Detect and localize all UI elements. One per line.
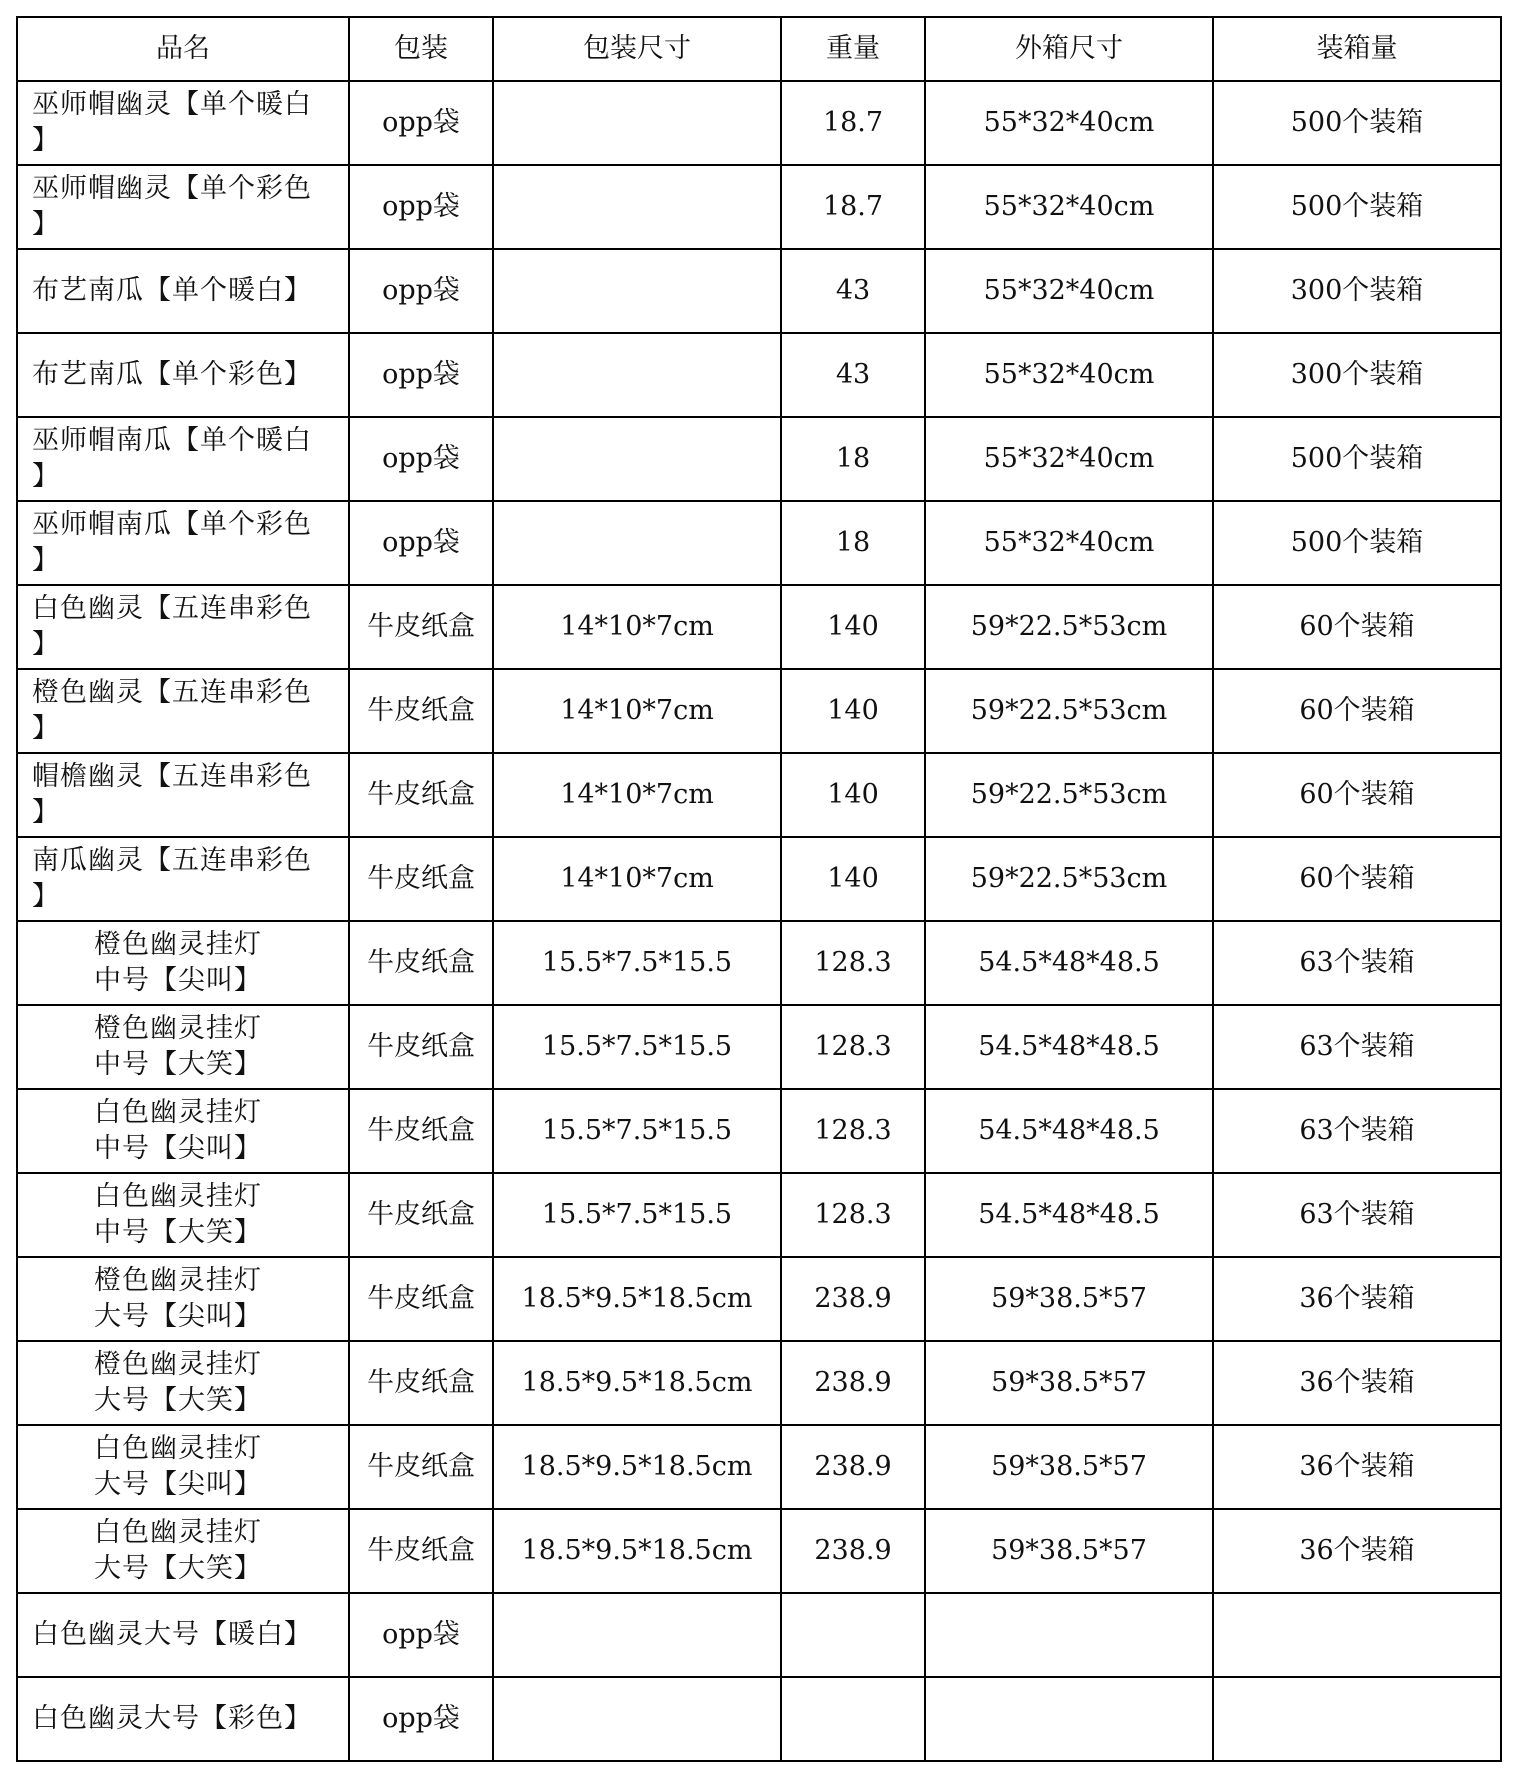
cell-package: 牛皮纸盒 xyxy=(349,1089,493,1173)
header-product-name: 品名 xyxy=(17,17,349,81)
cell-package: 牛皮纸盒 xyxy=(349,1341,493,1425)
product-name-line: 】 xyxy=(32,713,60,744)
cell-quantity: 36个装箱 xyxy=(1213,1509,1501,1593)
cell-package-size: 18.5*9.5*18.5cm xyxy=(493,1257,781,1341)
cell-carton-size: 55*32*40cm xyxy=(925,417,1213,501)
table-row xyxy=(17,81,1501,165)
cell-product-name xyxy=(17,1593,349,1677)
product-name-line: 巫师帽南瓜【单个暖白 xyxy=(32,425,312,456)
cell-weight: 238.9 xyxy=(781,1425,925,1509)
cell-package: 牛皮纸盒 xyxy=(349,837,493,921)
cell-quantity: 300个装箱 xyxy=(1213,249,1501,333)
cell-quantity: 500个装箱 xyxy=(1213,81,1501,165)
product-name-line: 大号【尖叫】 xyxy=(94,1469,262,1500)
cell-weight xyxy=(781,1677,925,1761)
product-name-line: 大号【大笑】 xyxy=(94,1553,262,1584)
table-row xyxy=(17,1425,1501,1509)
cell-product-name xyxy=(17,501,349,585)
product-name-line: 中号【尖叫】 xyxy=(94,965,262,996)
cell-package-size: 18.5*9.5*18.5cm xyxy=(493,1509,781,1593)
product-name xyxy=(32,423,340,495)
cell-product-name xyxy=(17,1425,349,1509)
cell-weight: 140 xyxy=(781,669,925,753)
cell-carton-size: 55*32*40cm xyxy=(925,81,1213,165)
product-name-line: 】 xyxy=(32,461,60,492)
cell-weight: 18.7 xyxy=(781,81,925,165)
product-name xyxy=(32,507,340,579)
product-name xyxy=(94,1095,340,1167)
cell-quantity: 63个装箱 xyxy=(1213,1005,1501,1089)
cell-quantity xyxy=(1213,1677,1501,1761)
product-name-line: 白色幽灵大号【暖白】 xyxy=(32,1619,312,1650)
product-name xyxy=(32,1701,340,1737)
cell-package-size xyxy=(493,501,781,585)
cell-carton-size: 59*22.5*53cm xyxy=(925,753,1213,837)
table-row xyxy=(17,1005,1501,1089)
cell-package-size: 14*10*7cm xyxy=(493,753,781,837)
table-row xyxy=(17,1593,1501,1677)
cell-package: 牛皮纸盒 xyxy=(349,921,493,1005)
cell-package: 牛皮纸盒 xyxy=(349,1173,493,1257)
cell-package-size: 15.5*7.5*15.5 xyxy=(493,921,781,1005)
product-name xyxy=(32,87,340,159)
table-row xyxy=(17,837,1501,921)
cell-package: opp袋 xyxy=(349,1677,493,1761)
cell-weight: 43 xyxy=(781,249,925,333)
cell-quantity: 500个装箱 xyxy=(1213,417,1501,501)
table-row xyxy=(17,249,1501,333)
product-name-line: 橙色幽灵挂灯 xyxy=(94,1265,262,1296)
header-row xyxy=(17,17,1501,81)
cell-product-name xyxy=(17,1005,349,1089)
cell-carton-size: 59*22.5*53cm xyxy=(925,669,1213,753)
cell-carton-size: 54.5*48*48.5 xyxy=(925,921,1213,1005)
cell-carton-size: 59*22.5*53cm xyxy=(925,837,1213,921)
cell-package: opp袋 xyxy=(349,249,493,333)
product-name xyxy=(94,1263,340,1335)
cell-carton-size: 55*32*40cm xyxy=(925,249,1213,333)
cell-carton-size: 59*38.5*57 xyxy=(925,1509,1213,1593)
cell-product-name xyxy=(17,753,349,837)
cell-carton-size: 55*32*40cm xyxy=(925,165,1213,249)
cell-package-size xyxy=(493,333,781,417)
cell-package-size xyxy=(493,1593,781,1677)
product-name-line: 橙色幽灵【五连串彩色 xyxy=(32,677,312,708)
cell-weight: 140 xyxy=(781,837,925,921)
table-row xyxy=(17,585,1501,669)
cell-quantity: 500个装箱 xyxy=(1213,501,1501,585)
cell-package: opp袋 xyxy=(349,1593,493,1677)
cell-package-size: 18.5*9.5*18.5cm xyxy=(493,1341,781,1425)
cell-weight: 18 xyxy=(781,501,925,585)
cell-product-name xyxy=(17,1677,349,1761)
cell-quantity: 60个装箱 xyxy=(1213,753,1501,837)
cell-carton-size: 54.5*48*48.5 xyxy=(925,1173,1213,1257)
cell-package-size xyxy=(493,81,781,165)
product-name-line: 巫师帽南瓜【单个彩色 xyxy=(32,509,312,540)
cell-carton-size: 55*32*40cm xyxy=(925,501,1213,585)
cell-product-name xyxy=(17,1257,349,1341)
product-name xyxy=(94,1431,340,1503)
header-package: 包装 xyxy=(349,17,493,81)
cell-product-name xyxy=(17,333,349,417)
cell-product-name xyxy=(17,1509,349,1593)
cell-quantity: 63个装箱 xyxy=(1213,1173,1501,1257)
table-row xyxy=(17,753,1501,837)
product-name xyxy=(32,273,340,309)
product-name-line: 橙色幽灵挂灯 xyxy=(94,1349,262,1380)
table-body xyxy=(17,81,1501,1761)
product-name-line: 中号【大笑】 xyxy=(94,1049,262,1080)
product-name-line: 白色幽灵挂灯 xyxy=(94,1517,262,1548)
product-name-line: 橙色幽灵挂灯 xyxy=(94,1013,262,1044)
cell-carton-size xyxy=(925,1593,1213,1677)
cell-package: 牛皮纸盒 xyxy=(349,753,493,837)
product-name-line: 】 xyxy=(32,545,60,576)
cell-carton-size: 55*32*40cm xyxy=(925,333,1213,417)
cell-package: 牛皮纸盒 xyxy=(349,1005,493,1089)
cell-package-size: 18.5*9.5*18.5cm xyxy=(493,1425,781,1509)
product-name-line: 巫师帽幽灵【单个暖白 xyxy=(32,89,312,120)
cell-package-size xyxy=(493,417,781,501)
product-name-line: 南瓜幽灵【五连串彩色 xyxy=(32,845,312,876)
cell-product-name xyxy=(17,81,349,165)
cell-product-name xyxy=(17,165,349,249)
cell-weight: 140 xyxy=(781,585,925,669)
cell-weight: 128.3 xyxy=(781,1089,925,1173)
product-name xyxy=(32,357,340,393)
cell-weight: 238.9 xyxy=(781,1341,925,1425)
cell-package: opp袋 xyxy=(349,81,493,165)
cell-package: opp袋 xyxy=(349,417,493,501)
product-name-line: 大号【尖叫】 xyxy=(94,1301,262,1332)
cell-package: 牛皮纸盒 xyxy=(349,1425,493,1509)
cell-product-name xyxy=(17,921,349,1005)
cell-package: opp袋 xyxy=(349,333,493,417)
product-name xyxy=(32,675,340,747)
table-row xyxy=(17,1089,1501,1173)
table-row xyxy=(17,333,1501,417)
product-name-line: 中号【尖叫】 xyxy=(94,1133,262,1164)
cell-quantity: 63个装箱 xyxy=(1213,1089,1501,1173)
product-name-line: 】 xyxy=(32,629,60,660)
cell-package-size xyxy=(493,249,781,333)
cell-product-name xyxy=(17,417,349,501)
cell-weight: 43 xyxy=(781,333,925,417)
product-name xyxy=(94,1347,340,1419)
table-row xyxy=(17,1509,1501,1593)
product-name-line: 白色幽灵大号【彩色】 xyxy=(32,1703,312,1734)
cell-carton-size: 59*38.5*57 xyxy=(925,1257,1213,1341)
cell-package-size: 15.5*7.5*15.5 xyxy=(493,1089,781,1173)
product-name-line: 布艺南瓜【单个彩色】 xyxy=(32,359,312,390)
cell-carton-size: 59*38.5*57 xyxy=(925,1425,1213,1509)
cell-weight xyxy=(781,1593,925,1677)
cell-product-name xyxy=(17,585,349,669)
cell-package: 牛皮纸盒 xyxy=(349,1509,493,1593)
product-name-line: 布艺南瓜【单个暖白】 xyxy=(32,275,312,306)
cell-quantity: 60个装箱 xyxy=(1213,837,1501,921)
cell-quantity: 36个装箱 xyxy=(1213,1257,1501,1341)
header-carton-size: 外箱尺寸 xyxy=(925,17,1213,81)
cell-product-name xyxy=(17,1173,349,1257)
table-row xyxy=(17,669,1501,753)
table-row xyxy=(17,1677,1501,1761)
cell-carton-size: 54.5*48*48.5 xyxy=(925,1005,1213,1089)
cell-quantity: 60个装箱 xyxy=(1213,669,1501,753)
product-name xyxy=(32,171,340,243)
product-name xyxy=(32,843,340,915)
table-row xyxy=(17,501,1501,585)
product-name-line: 白色幽灵【五连串彩色 xyxy=(32,593,312,624)
cell-quantity: 36个装箱 xyxy=(1213,1341,1501,1425)
cell-weight: 140 xyxy=(781,753,925,837)
product-name xyxy=(32,759,340,831)
product-name xyxy=(94,1515,340,1587)
product-name xyxy=(32,1617,340,1653)
cell-package: opp袋 xyxy=(349,501,493,585)
table-row xyxy=(17,921,1501,1005)
product-name xyxy=(32,591,340,663)
cell-carton-size: 59*22.5*53cm xyxy=(925,585,1213,669)
cell-product-name xyxy=(17,1341,349,1425)
product-name xyxy=(94,927,340,999)
cell-package: 牛皮纸盒 xyxy=(349,669,493,753)
cell-quantity xyxy=(1213,1593,1501,1677)
cell-carton-size: 59*38.5*57 xyxy=(925,1341,1213,1425)
cell-weight: 18.7 xyxy=(781,165,925,249)
cell-product-name xyxy=(17,837,349,921)
cell-product-name xyxy=(17,669,349,753)
table-row xyxy=(17,1173,1501,1257)
product-name-line: 白色幽灵挂灯 xyxy=(94,1097,262,1128)
cell-weight: 18 xyxy=(781,417,925,501)
cell-package-size: 15.5*7.5*15.5 xyxy=(493,1005,781,1089)
cell-product-name xyxy=(17,1089,349,1173)
cell-quantity: 63个装箱 xyxy=(1213,921,1501,1005)
product-name-line: 】 xyxy=(32,209,60,240)
cell-weight: 238.9 xyxy=(781,1257,925,1341)
table-row xyxy=(17,165,1501,249)
product-name-line: 】 xyxy=(32,125,60,156)
product-name xyxy=(94,1179,340,1251)
cell-weight: 128.3 xyxy=(781,921,925,1005)
product-name-line: 橙色幽灵挂灯 xyxy=(94,929,262,960)
product-name-line: 大号【大笑】 xyxy=(94,1385,262,1416)
cell-quantity: 500个装箱 xyxy=(1213,165,1501,249)
cell-package: 牛皮纸盒 xyxy=(349,1257,493,1341)
product-spec-table xyxy=(16,16,1502,1762)
product-name-line: 】 xyxy=(32,797,60,828)
cell-carton-size xyxy=(925,1677,1213,1761)
cell-package-size: 14*10*7cm xyxy=(493,669,781,753)
product-name-line: 白色幽灵挂灯 xyxy=(94,1433,262,1464)
header-quantity: 装箱量 xyxy=(1213,17,1501,81)
product-name-line: 帽檐幽灵【五连串彩色 xyxy=(32,761,312,792)
cell-package: 牛皮纸盒 xyxy=(349,585,493,669)
cell-weight: 128.3 xyxy=(781,1173,925,1257)
cell-package-size xyxy=(493,165,781,249)
cell-weight: 128.3 xyxy=(781,1005,925,1089)
table-row xyxy=(17,417,1501,501)
cell-package-size: 15.5*7.5*15.5 xyxy=(493,1173,781,1257)
header-weight: 重量 xyxy=(781,17,925,81)
cell-package-size: 14*10*7cm xyxy=(493,585,781,669)
table-row xyxy=(17,1341,1501,1425)
product-name-line: 巫师帽幽灵【单个彩色 xyxy=(32,173,312,204)
product-name xyxy=(94,1011,340,1083)
cell-quantity: 60个装箱 xyxy=(1213,585,1501,669)
product-name-line: 】 xyxy=(32,881,60,912)
cell-package-size: 14*10*7cm xyxy=(493,837,781,921)
product-name-line: 白色幽灵挂灯 xyxy=(94,1181,262,1212)
cell-quantity: 300个装箱 xyxy=(1213,333,1501,417)
cell-quantity: 36个装箱 xyxy=(1213,1425,1501,1509)
product-name-line: 中号【大笑】 xyxy=(94,1217,262,1248)
cell-weight: 238.9 xyxy=(781,1509,925,1593)
table-row xyxy=(17,1257,1501,1341)
header-package-size: 包装尺寸 xyxy=(493,17,781,81)
cell-product-name xyxy=(17,249,349,333)
cell-package-size xyxy=(493,1677,781,1761)
cell-package: opp袋 xyxy=(349,165,493,249)
cell-carton-size: 54.5*48*48.5 xyxy=(925,1089,1213,1173)
